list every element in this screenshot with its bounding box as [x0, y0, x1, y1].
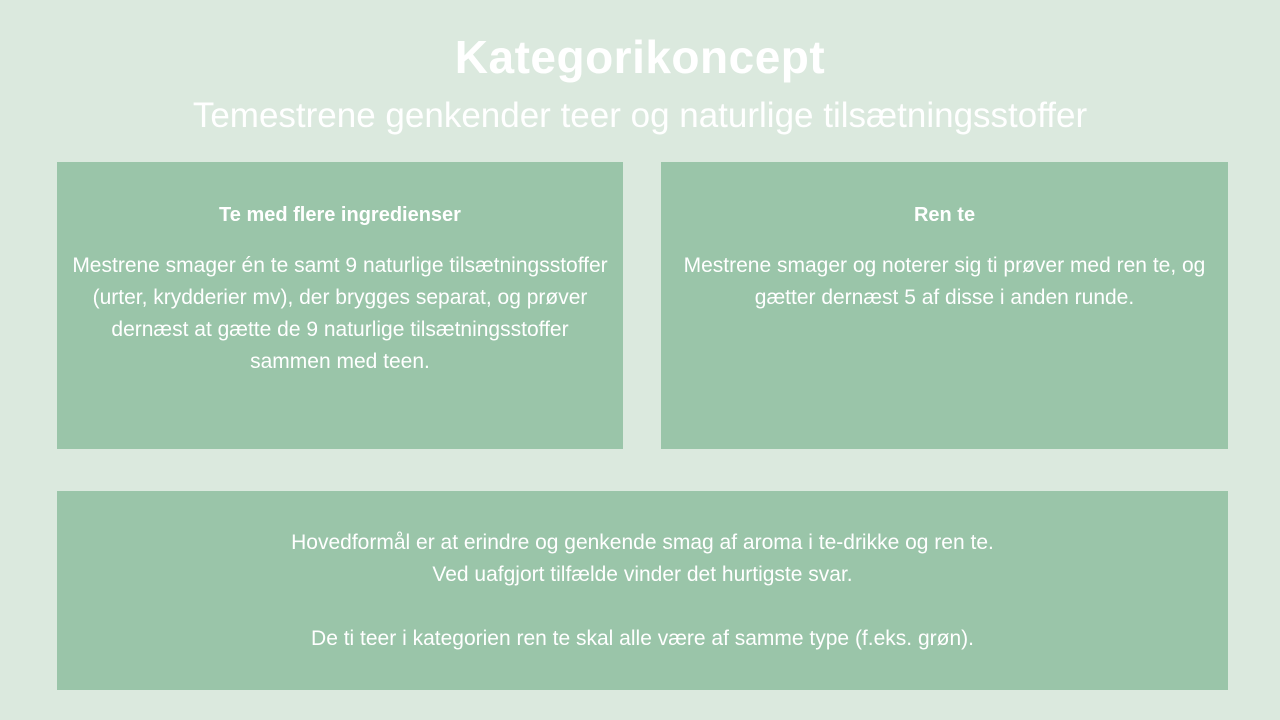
box-pure-tea [661, 162, 1228, 449]
tea-type-line: De ti teer i kategorien ren te skal alle være af samme type (f.eks. grøn). [311, 627, 974, 650]
box-main-purpose [57, 491, 1228, 690]
tiebreak-line: Ved uafgjort tilfælde vinder det hurtigste svar. [432, 563, 853, 586]
box-heading: Ren te [913, 204, 976, 226]
purpose-line: Hovedformål er at erindre og genkende smag af aroma i te-drikke og ren te. [291, 531, 994, 554]
slide-title: Kategorikoncept [454, 31, 826, 83]
box-multi-ingredient-tea [57, 162, 623, 449]
slide-subtitle: Temestrene genkender teer og naturlige tilsætningsstoffer [192, 96, 1088, 135]
box-heading: Te med flere ingredienser [219, 204, 461, 226]
spacer [77, 591, 1208, 623]
box-body: Mestrene smager én te samt 9 naturlige tilsætningsstoffer (urter, krydderier mv), der brygges separat, og prøver dernæst at gætte de 9 naturlige tilsætningsstoffer sammen med teen. [72, 254, 608, 373]
box-body: Mestrene smager og noterer sig ti prøver med ren te, og gætter dernæst 5 af disse i anden runde. [683, 254, 1206, 309]
